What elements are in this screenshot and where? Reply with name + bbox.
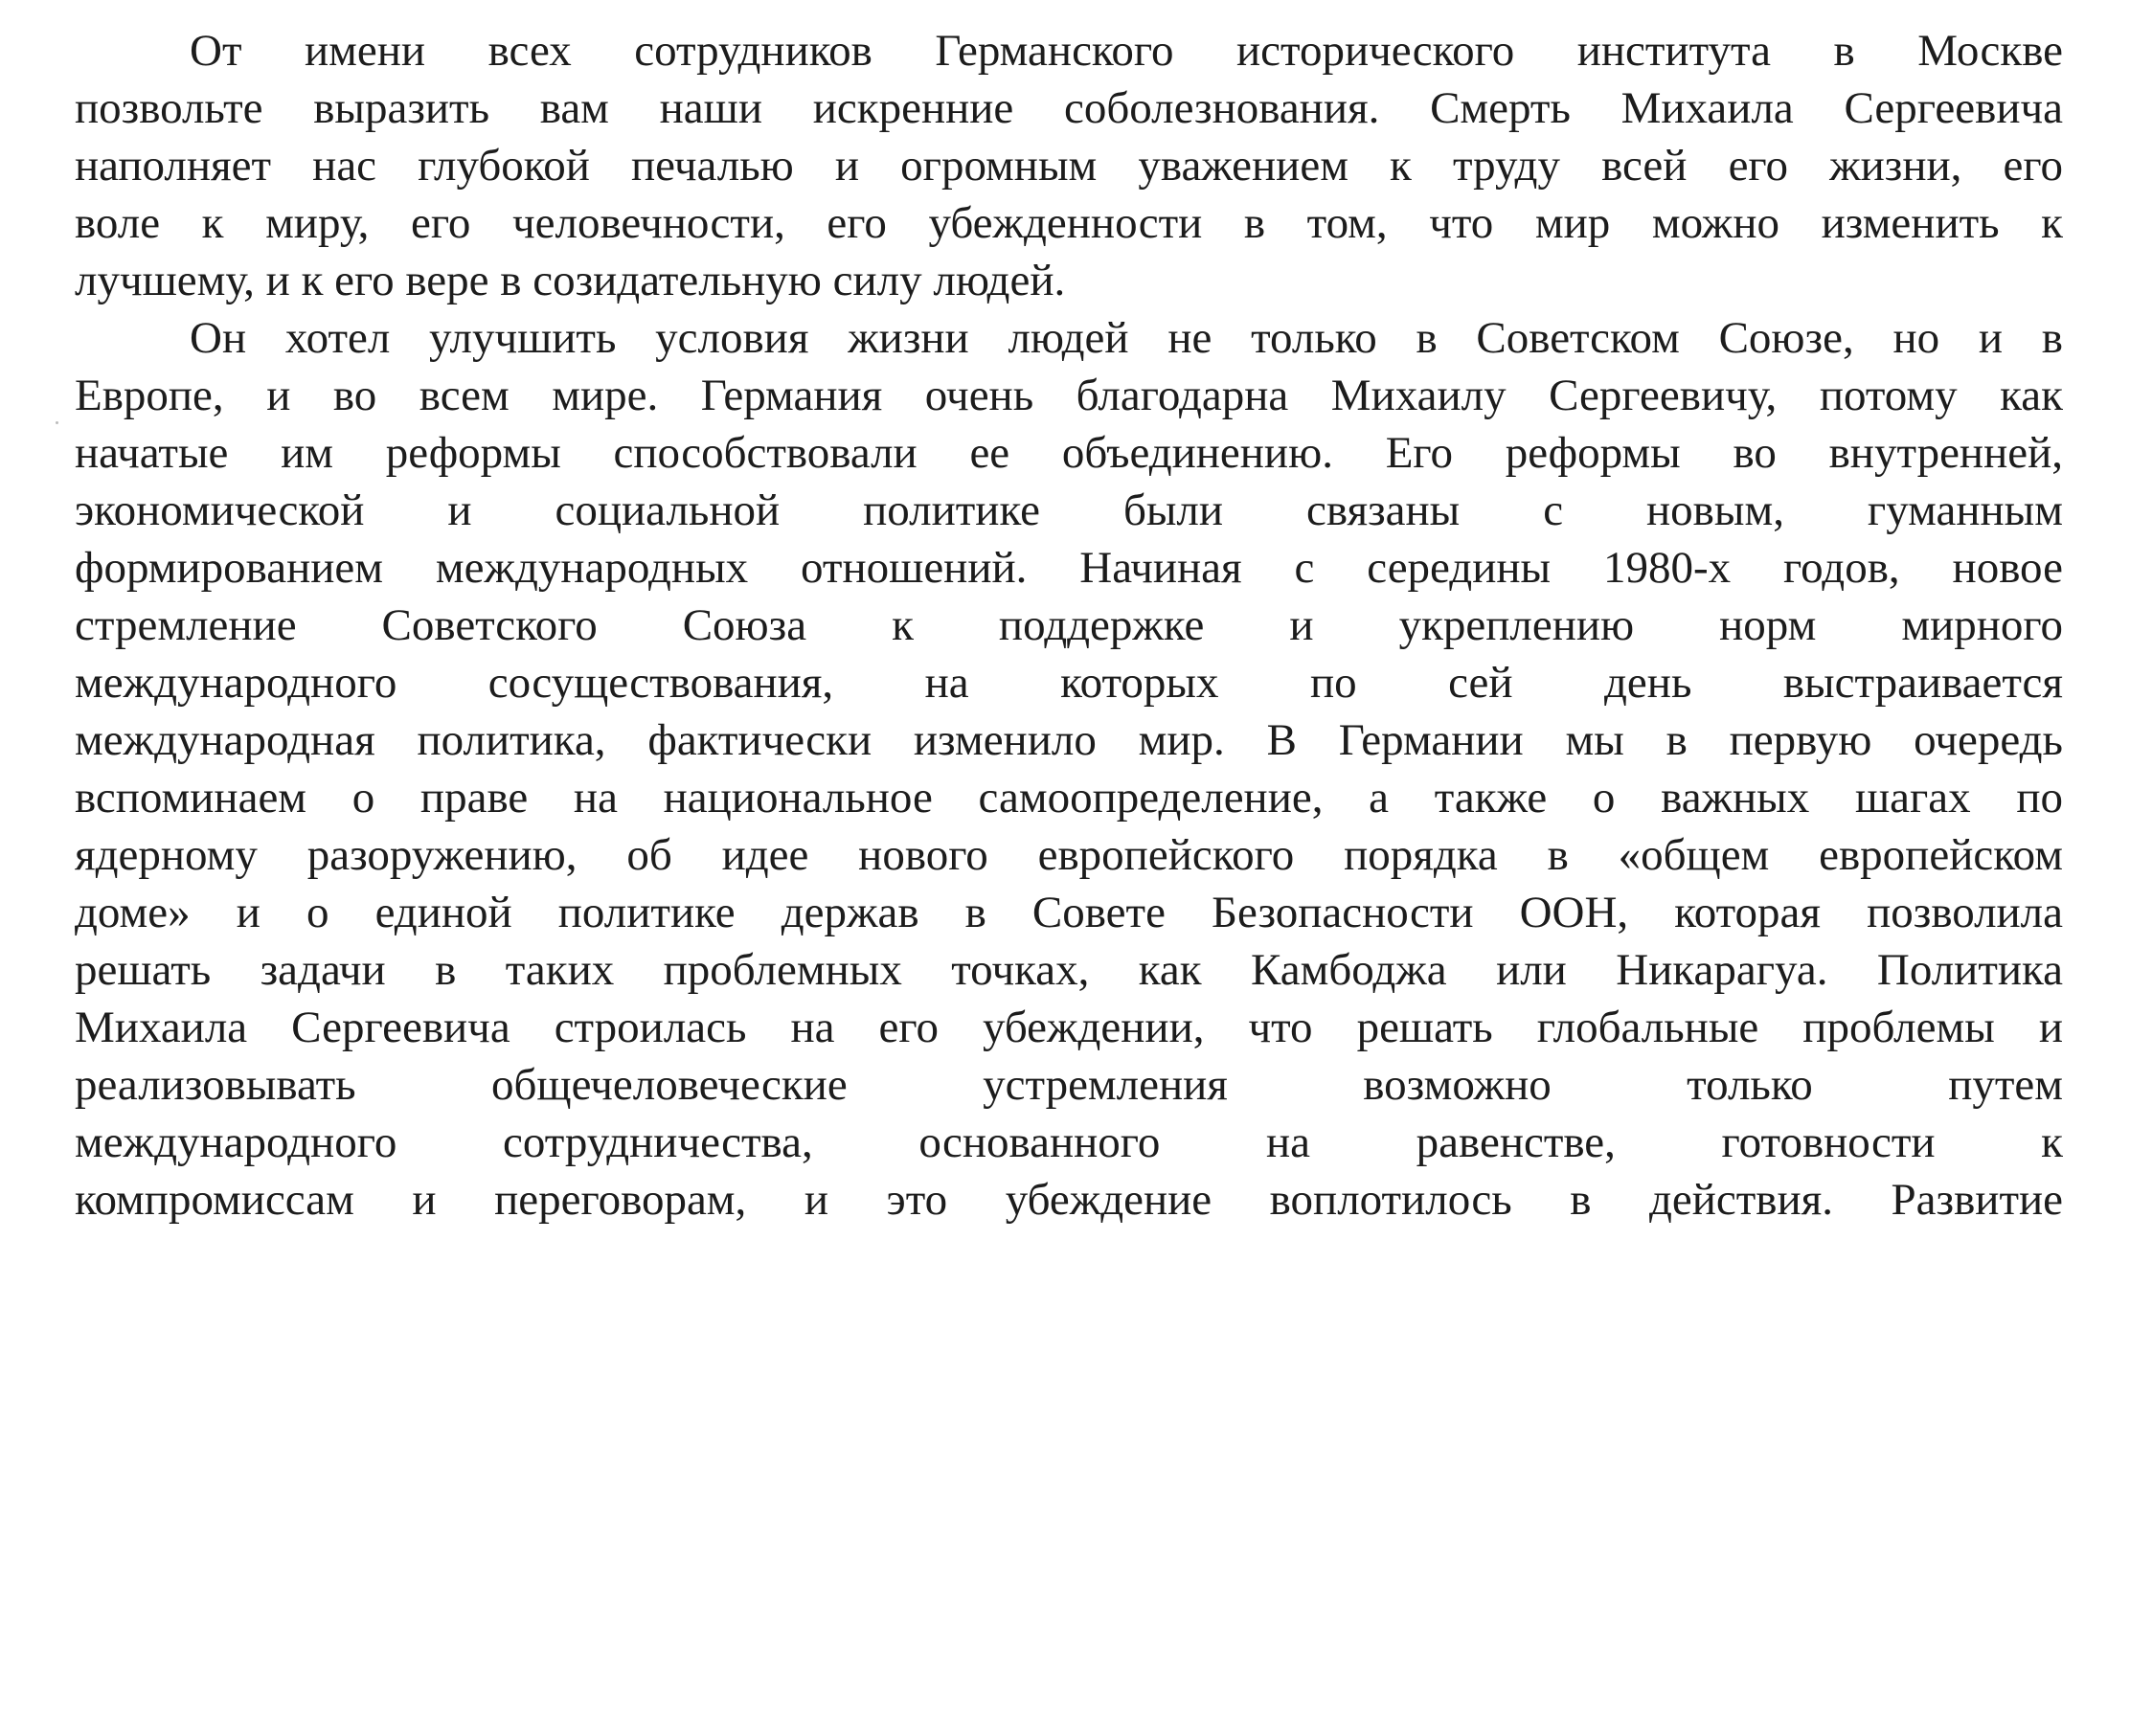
text-line: международная политика, фактически изменило мир. В Германии мы в первую очередь bbox=[75, 715, 2063, 765]
text-line: международного сосуществования, на которых по сей день выстраивается bbox=[75, 658, 2063, 708]
letter-page bbox=[75, 0, 2063, 1736]
text-line: международного сотрудничества, основанного на равенстве, готовности к bbox=[75, 1117, 2063, 1167]
scan-speck bbox=[56, 421, 58, 424]
text-line: решать задачи в таких проблемных точках, как Камбоджа или Никарагуа. Политика bbox=[75, 945, 2063, 995]
text-line: компромиссам и переговорам, и это убеждение воплотилось в действия. Развитие bbox=[75, 1175, 2063, 1225]
text-line: Михаила Сергеевича строилась на его убеждении, что решать глобальные проблемы и bbox=[75, 1003, 2063, 1052]
text-line: Европе, и во всем мире. Германия очень благодарна Михаилу Сергеевичу, потому как bbox=[75, 371, 2063, 420]
text-line: начатые им реформы способствовали ее объединению. Его реформы во внутренней, bbox=[75, 428, 2063, 478]
text-line: реализовывать общечеловеческие устремления возможно только путем bbox=[75, 1060, 2063, 1110]
text-line: экономической и социальной политике были связаны с новым, гуманным bbox=[75, 485, 2063, 535]
text-line: формированием международных отношений. Начиная с середины 1980-х годов, новое bbox=[75, 543, 2063, 593]
text-line: лучшему, и к его вере в созидательную силу людей. bbox=[75, 256, 1066, 305]
text-line: воле к миру, его человечности, его убежденности в том, что мир можно изменить к bbox=[75, 198, 2063, 248]
text-line: стремление Советского Союза к поддержке и укреплению норм мирного bbox=[75, 600, 2063, 650]
text-line: От имени всех сотрудников Германского исторического института в Москве bbox=[190, 26, 2063, 76]
text-line: наполняет нас глубокой печалью и огромным уважением к труду всей его жизни, его bbox=[75, 141, 2063, 191]
text-line: вспоминаем о праве на национальное самоопределение, а также о важных шагах по bbox=[75, 773, 2063, 823]
text-line: позвольте выразить вам наши искренние соболезнования. Смерть Михаила Сергеевича bbox=[75, 83, 2063, 133]
text-line: Он хотел улучшить условия жизни людей не только в Советском Союзе, но и в bbox=[190, 313, 2063, 363]
text-line: ядерному разоружению, об идее нового европейского порядка в «общем европейском bbox=[75, 830, 2063, 880]
text-line: доме» и о единой политике держав в Совете Безопасности ООН, которая позволила bbox=[75, 888, 2063, 937]
